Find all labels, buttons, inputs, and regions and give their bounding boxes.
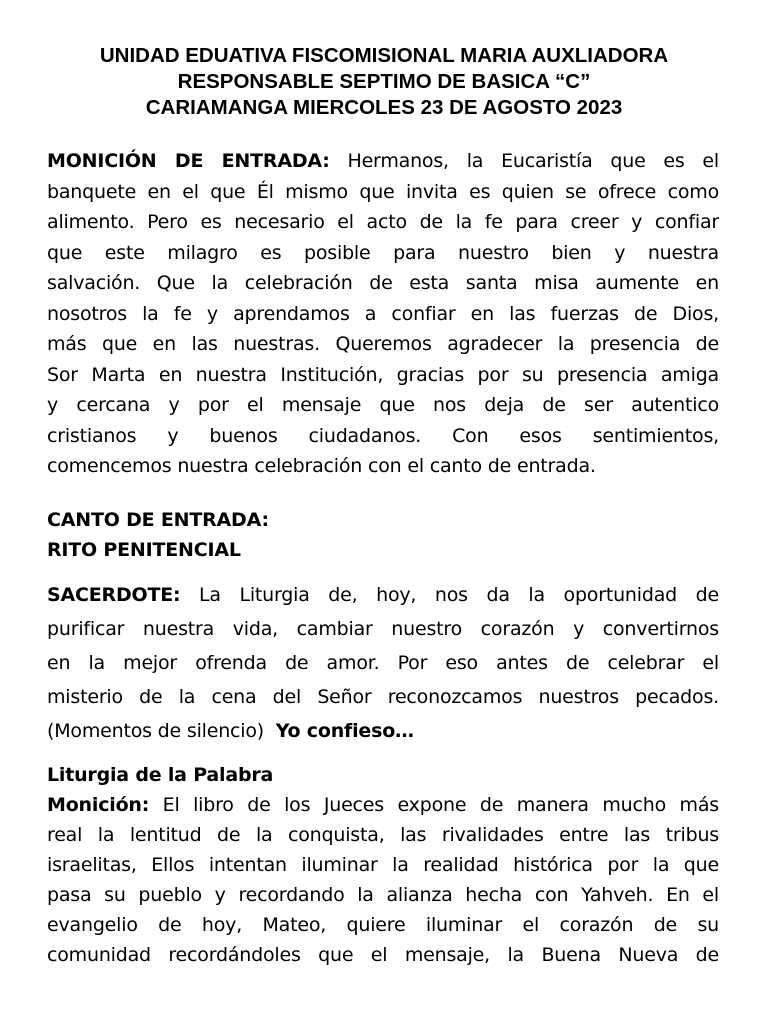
paragraph-line: comencemos nuestra celebración con el canto de entrada. (47, 455, 596, 477)
paragraph-line: evangelio de hoy, Mateo, quiere iluminar el corazón de su (47, 914, 719, 936)
paragraph-line: en la mejor ofrenda de amor. Por eso antes de celebrar el (47, 652, 719, 674)
paragraph-line: alimento. Pero es necesario el acto de la fe para creer y confiar (47, 211, 719, 233)
monicion-label: Monición: (47, 794, 150, 816)
liturgia-palabra-heading: Liturgia de la Palabra (47, 764, 274, 786)
header-place-date: CARIAMANGA MIERCOLES 23 DE AGOSTO 2023 (145, 96, 623, 119)
paragraph-line: banquete en el que Él mismo que invita es quien se ofrece como (47, 180, 719, 203)
yo-confieso-text: Yo confieso… (275, 720, 414, 742)
monicion-entrada-section (47, 146, 719, 482)
paragraph-line: más que en las nuestras. Queremos agradecer la presencia de (47, 333, 719, 355)
paragraph-line: Sor Marta en nuestra Institución, gracias por su presencia amiga (47, 363, 719, 386)
paragraph-line: cristianos y buenos ciudadanos. Con esos sentimientos, (47, 424, 719, 447)
liturgia-palabra-section (47, 760, 719, 970)
momentos-silencio-text: (Momentos de silencio) (47, 720, 276, 742)
monicion-entrada-label: MONICIÓN DE ENTRADA: (47, 150, 330, 172)
paragraph-line: nosotros la fe y aprendamos a confiar en las fuerzas de Dios, (47, 302, 719, 325)
paragraph-line: comunidad recordándoles que el mensaje, la Buena Nueva de (47, 944, 719, 966)
paragraph-line: pasa su pueblo y recordando la alianza hecha con Yahveh. En el (47, 884, 719, 906)
sacerdote-line-1 (47, 578, 719, 612)
paragraph-line: real la lentitud de la conquista, las rivalidades entre las tribus (47, 824, 719, 846)
sacerdote-last-line (47, 714, 719, 748)
paragraph-line: purificar nuestra vida, cambiar nuestro corazón y convertirnos (47, 618, 719, 640)
paragraph-line: y cercana y por el mensaje que nos deja de ser autentico (47, 394, 719, 416)
monicion-entrada-text: Hermanos, la Eucaristía que es el (329, 150, 719, 172)
sacerdote-section (47, 578, 719, 748)
liturgia-line-1 (47, 790, 719, 820)
monicion-entrada-line-1 (47, 146, 719, 177)
monicion-text: El libro de los Jueces expone de manera mucho más (149, 794, 719, 816)
document-header (40, 43, 728, 121)
rito-penitencial-heading: RITO PENITENCIAL (47, 539, 241, 561)
paragraph-line: que este milagro es posible para nuestro bien y nuestra (47, 241, 719, 264)
sacerdote-label: SACERDOTE: (47, 584, 181, 606)
header-responsible: RESPONSABLE SEPTIMO DE BASICA “C” (177, 70, 591, 93)
header-school-name: UNIDAD EDUATIVA FISCOMISIONAL MARIA AUXLIADORA (99, 44, 669, 67)
sacerdote-text: La Liturgia de, hoy, nos da la oportunidad de (180, 584, 719, 606)
paragraph-line: salvación. Que la celebración de esta santa misa aumente en (47, 272, 719, 294)
canto-entrada-heading: CANTO DE ENTRADA: (47, 509, 269, 531)
canto-section (47, 505, 719, 565)
paragraph-line: israelitas, Ellos intentan iluminar la realidad histórica por la que (47, 854, 719, 876)
paragraph-line: misterio de la cena del Señor reconozcamos nuestros pecados. (47, 686, 719, 708)
